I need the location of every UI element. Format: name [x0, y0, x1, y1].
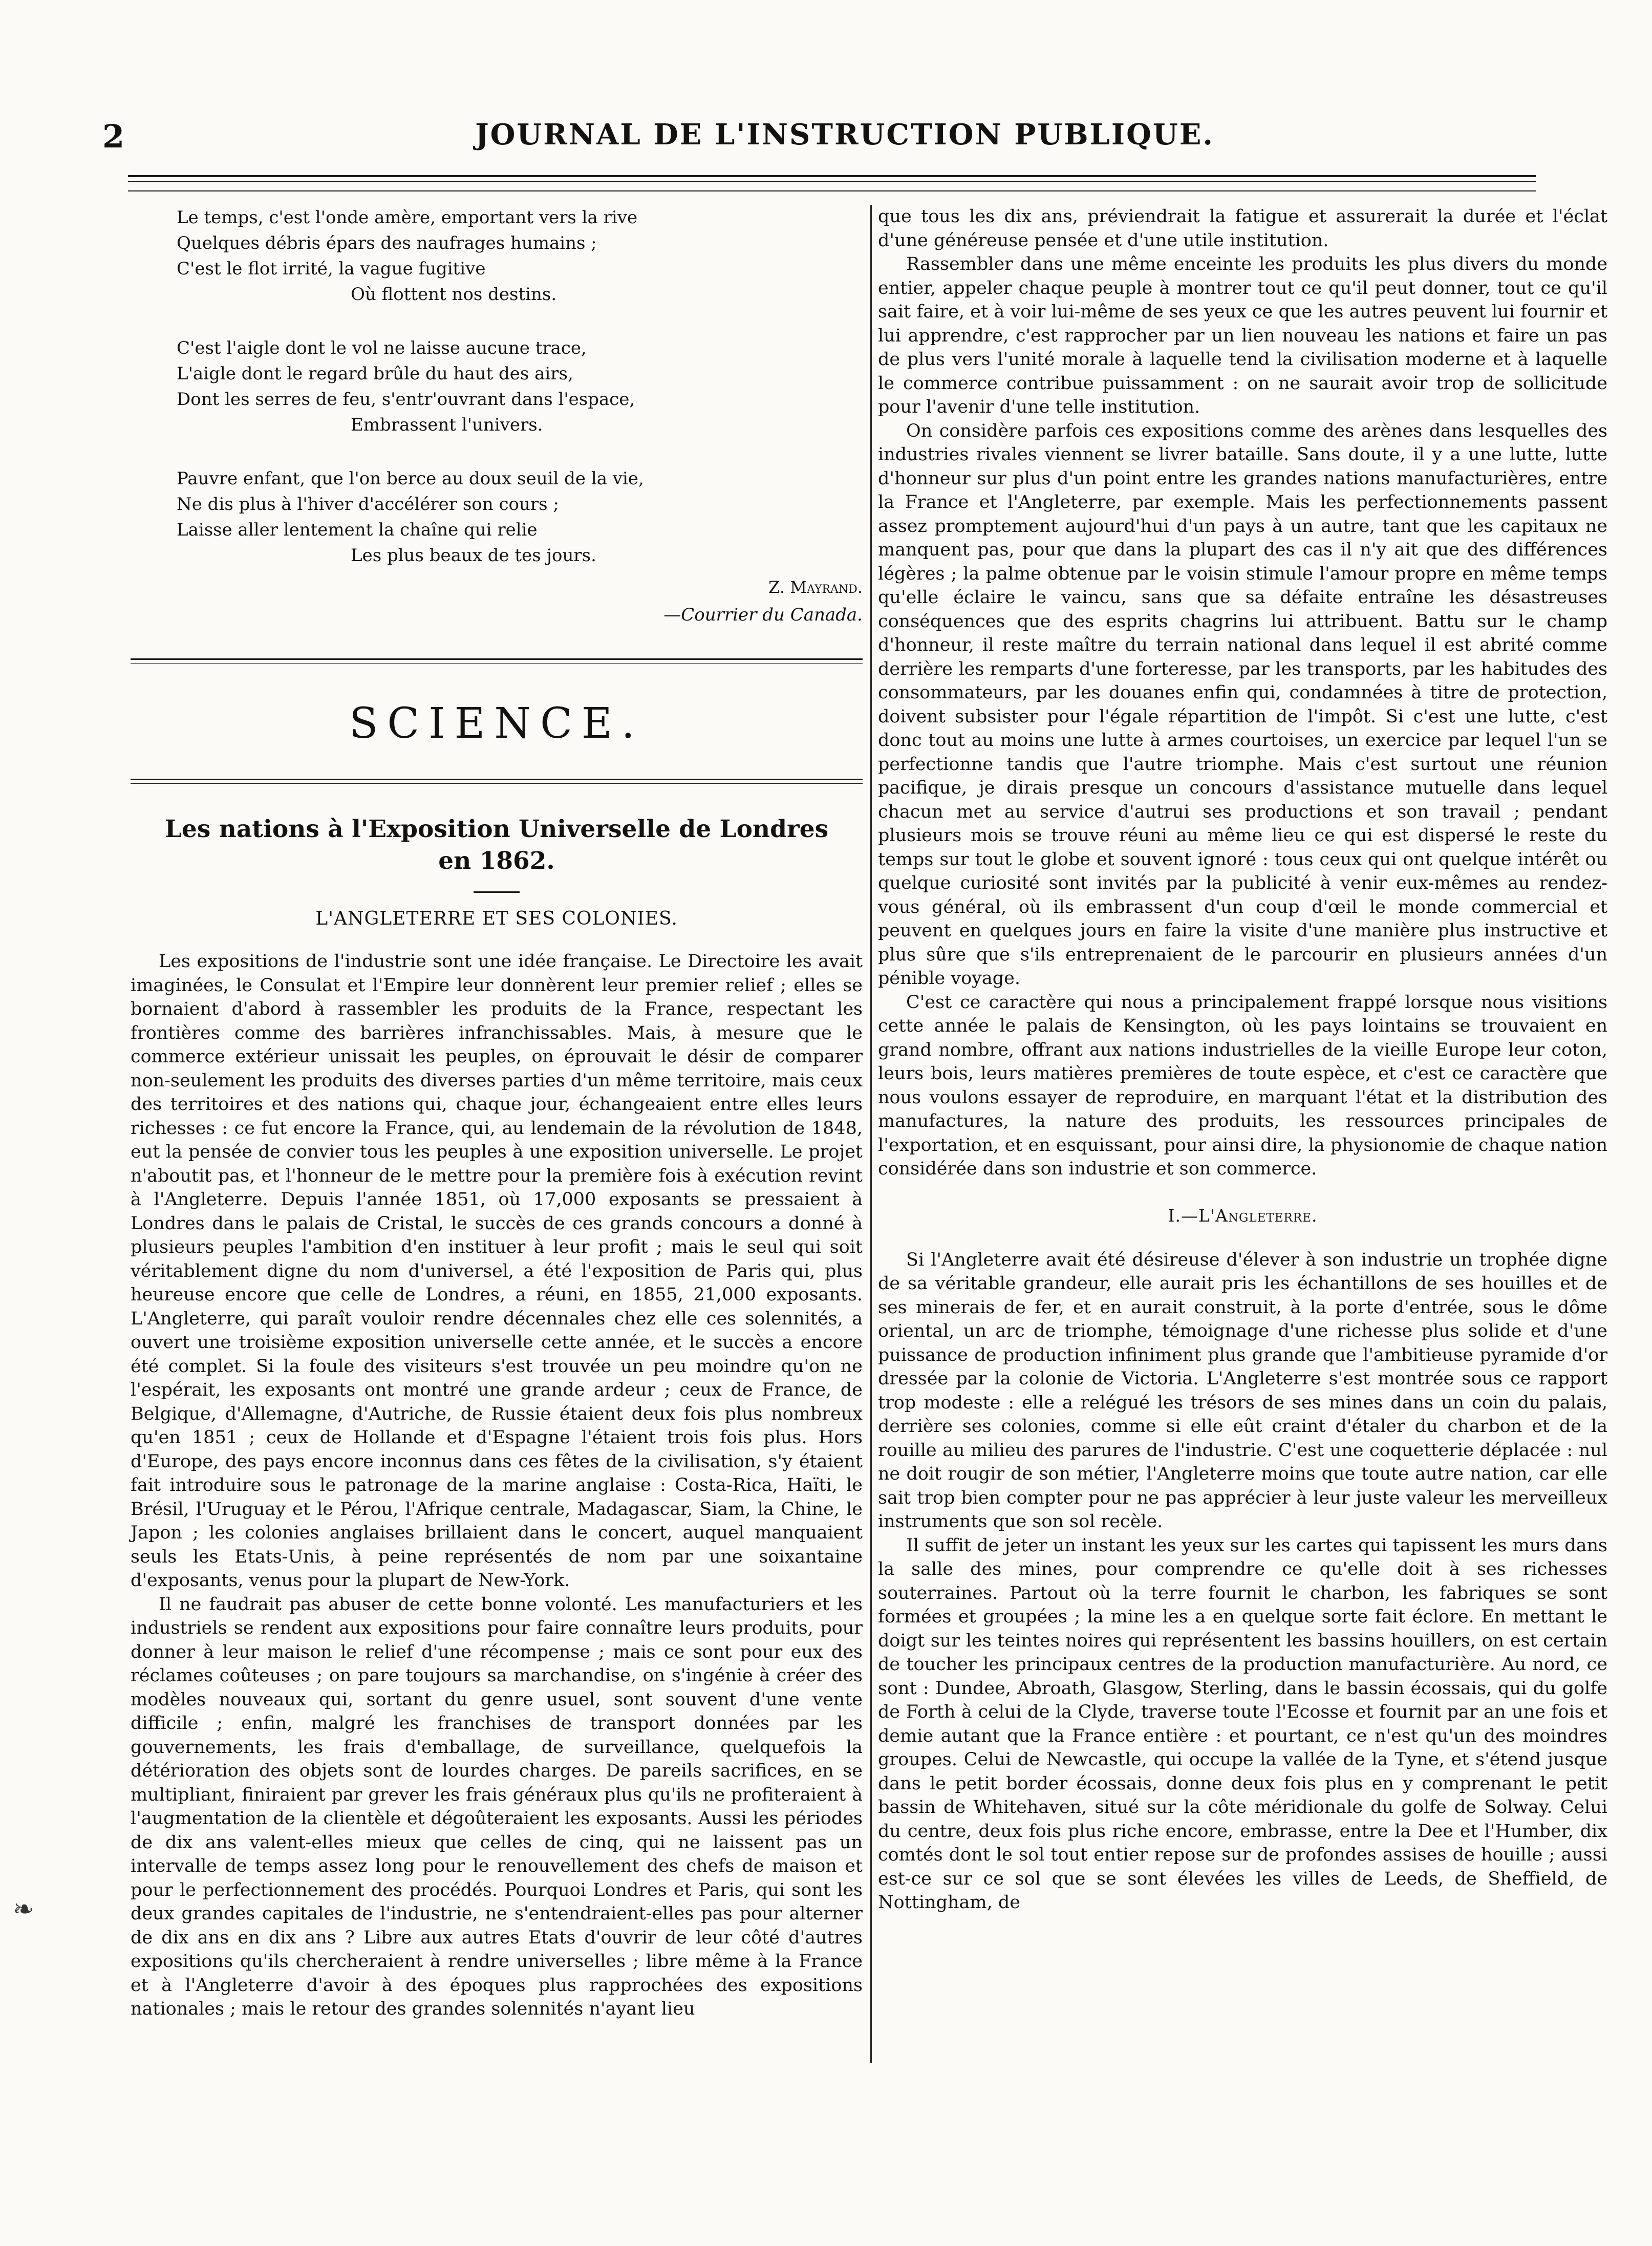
header-rule: [128, 175, 1536, 177]
left-column: [131, 205, 863, 2021]
article-subtitle: L'ANGLETERRE ET SES COLONIES.: [315, 908, 678, 929]
poem-line: Embrassent l'univers.: [351, 415, 543, 435]
margin-mark: ❧: [13, 1894, 34, 1924]
poem-line: Pauvre enfant, que l'on berce au doux seuil de la vie,: [177, 468, 644, 489]
poem-stanza: [177, 466, 863, 568]
right-column: [878, 205, 1607, 1915]
paragraph: On considère parfois ces expositions comme des arènes dans lesquelles des industries rivales viennent se livrer bataille. Sans doute, il y a une lutte, lutte d'honneur sur plus d'un point entre les grandes nations manufacturières, entre la France et l'Angleterre, par exemple. Mais les perfectionnements passent assez promptement aujourd'hui d'un pays à un autre, tant que les capitaux ne manquent pas, pour que dans la plupart des cas il n'y ait que des différences légères ; la palme obtenue par le voisin stimule l'amour propre en même temps qu'elle éclaire le vaincu, sans que sa défaite entraîne les désastreuses conséquences que des esprits chagrins lui attribuent. Battu sur le champ d'honneur, il reste maître du terrain national dans lequel il est abrité comme derrière les remparts d'une forteresse, par les transports, par les habitudes des consommateurs, par les douanes enfin qui, condamnées à titre de protection, doivent subsister pour l'égale répartition de l'impôt. Si c'est une lutte, c'est donc tout au moins une lutte à armes courtoises, un exercice par lequel l'un se perfectionne tandis que l'autre triomphe. Mais c'est surtout une réunion pacifique, je dirais presque un concours d'assistance mutuelle dans lequel chacun met au service d'autrui ses productions et son travail ; pendant plusieurs mois se trouve réuni au même lieu ce qui est dispersé le reste du temps sur tout le globe et souvent ignoré : tous ceux qui ont quelque intérêt ou quelque curiosité sont invités par la publicité à venir eux-mêmes au rendez-vous général, où ils embrassent d'un coup d'œil le monde commercial et peuvent en quelques jours en faire la visite d'une manière plus instructive et plus sûre que s'ils entreprenaient de le parcourir en plusieurs années d'un pénible voyage.: [878, 420, 1607, 989]
poem-stanza: [177, 205, 863, 307]
poem-line: Le temps, c'est l'onde amère, emportant vers la rive: [177, 207, 638, 228]
poem-author: Z. Mayrand.: [768, 577, 863, 597]
poem-line: Laisse aller lentement la chaîne qui relie: [177, 520, 538, 540]
running-title: JOURNAL DE L'INSTRUCTION PUBLIQUE.: [475, 118, 1214, 152]
poem-line: Les plus beaux de tes jours.: [351, 545, 596, 566]
column-divider: [870, 205, 872, 2063]
paragraph: Si l'Angleterre avait été désireuse d'élever à son industrie un trophée digne de sa véritable grandeur, elle aurait pris les échantillons de ses houilles et de ses minerais de fer, et en aurait construit, à la porte d'entrée, sous le dôme oriental, un arc de triomphe, témoignage d'une richesse plus solide et d'une puissance de production infiniment plus grande que l'ambitieuse pyramide d'or dressée par la colonie de Victoria. L'Angleterre s'est montrée sous ce rapport trop modeste : elle a relégué les trésors de ses mines dans un coin du palais, derrière ses colonies, comme si elle eût craint d'étaler du charbon et de la rouille au milieu des parures de l'industrie. C'est une coquetterie déplacée : nul ne doit rougir de son métier, l'Angleterre moins que toute autre nation, car elle sait trop bien compter pour ne pas apprécier à leur juste valeur les merveilleux instruments que son sol recèle.: [878, 1249, 1607, 1532]
subsection-heading: [878, 1206, 1607, 1226]
section-rule: [131, 658, 863, 660]
poem-line: Où flottent nos destins.: [351, 284, 557, 305]
poem-source: —Courrier du Canada.: [663, 605, 863, 625]
poem-line: C'est l'aigle dont le vol ne laisse aucune trace,: [177, 338, 587, 358]
subsection-number: I.—: [1168, 1205, 1199, 1226]
paragraph: Les expositions de l'industrie sont une idée française. Le Directoire les avait imaginées, le Consulat et l'Empire leur donnèrent leur premier relief ; elles se bornaient d'abord à rassembler les produits de la France, respectant les frontières comme des barrières infranchissables. Mais, à mesure que le commerce extérieur unissait les peuples, on éprouvait le désir de comparer non-seulement les produits des diverses parties d'un même territoire, mais ceux des territoires et des nations qui, chaque jour, échangeaient entre elles leurs richesses : ce fut encore la France, qui, au lendemain de la révolution de 1848, eut la pensée de convier tous les peuples à une exposition universelle. Le projet n'aboutit pas, et l'honneur de le mettre pour la première fois à exécution revint à l'Angleterre. Depuis l'année 1851, où 17,000 exposants se pressaient à Londres dans le palais de Cristal, le succès de ces grands concours a donné à plusieurs peuples l'ambition d'en instituer à leur profit ; mais le seul qui soit véritablement digne du nom d'universel, a été l'exposition de Paris qui, plus heureuse encore que celle de Londres, a réuni, en 1855, 21,000 exposants. L'Angleterre, qui paraît vouloir rendre décennales chez elle ces solennités, a ouvert une troisième exposition universelle cette année, et le succès a encore été complet. Si la foule des visiteurs s'est trouvée un peu moindre qu'on ne l'espérait, les exposants ont montré une grande ardeur ; ceux de France, de Belgique, d'Allemagne, d'Autriche, de Russie étaient deux fois plus nombreux qu'en 1851 ; ceux de Hollande et d'Espagne l'étaient trois fois plus. Hors d'Europe, des pays encore inconnus dans ces fêtes de la civilisation, s'y étaient fait introduire sous le patronage de la marine anglaise : Costa-Rica, Haïti, le Brésil, l'Uruguay et le Pérou, l'Afrique centrale, Madagascar, Siam, la Chine, le Japon ; les colonies anglaises brillaient dans le concert, auquel manquaient seuls les Etats-Unis, à peine représentés de nom par une soixantaine d'exposants, venus pour la plupart de New-York.: [131, 951, 863, 1591]
article-body-right: [878, 205, 1607, 1181]
section-title: SCIENCE.: [349, 699, 644, 748]
poem-line: Quelques débris épars des naufrages humains ;: [177, 233, 597, 253]
paragraph: C'est ce caractère qui nous a principalement frappé lorsque nous visitions cette année le palais de Kensington, où les pays lointains se trouvaient en grand nombre, offrant aux nations industrielles de la vieille Europe leur coton, leurs bois, leurs matières premières de toute espèce, et c'est ce caractère que nous voulons essayer de reproduire, en marquant l'état et la distribution des manufactures, la nature des produits, les ressources principales de l'exportation, et en esquissant, pour ainsi dire, la physionomie de chaque nation considérée dans son industrie et son commerce.: [878, 992, 1607, 1179]
poem-stanza: [177, 335, 863, 438]
poem: [131, 205, 863, 568]
header-rule-thin: [128, 190, 1536, 191]
paragraph: Il ne faudrait pas abuser de cette bonne volonté. Les manufacturiers et les industriels se rendent aux expositions pour faire connaître leurs produits, pour donner à leur maison le relief d'une récompense ; mais ce sont pour eux des réclames coûteuses ; on pare toujours sa marchandise, on s'ingénie à créer des modèles nouveaux qui, sortant du genre usuel, sont souvent d'une vente difficile ; enfin, malgré les franchises de transport données par les gouvernements, les frais d'emballage, de surveillance, quelquefois la détérioration des objets sont de lourdes charges. De pareils sacrifices, en se multipliant, finiraient par grever les frais généraux plus qu'ils ne profiteraient à l'augmentation de la clientèle et dégoûteraient les exposants. Aussi les périodes de dix ans valent-elles mieux que celles de cinq, qui ne laissent pas un intervalle de temps assez long pour le renouvellement des chefs de maison et pour le perfectionnement des procédés. Pourquoi Londres et Paris, qui sont les deux grandes capitales de l'industrie, ne s'entendraient-elles pas pour alterner de dix ans en dix ans ? Libre aux autres Etats d'ouvrir de leur côté d'autres expositions qu'ils chercheraient à rendre universelles ; libre même à la France et à l'Angleterre d'avoir à des époques plus rapprochées des expositions nationales ; mais le retour des grandes solennités n'ayant lieu: [131, 1594, 863, 2019]
article-title: Les nations à l'Exposition Universelle de Londres en 1862.: [164, 815, 829, 875]
section-rule: [131, 779, 863, 780]
poem-line: L'aigle dont le regard brûle du haut des airs,: [177, 363, 573, 384]
poem-line: Dont les serres de feu, s'entr'ouvrant dans l'espace,: [177, 389, 635, 410]
poem-line: Ne dis plus à l'hiver d'accélérer son cours ;: [177, 494, 559, 515]
section-rule-thin: [131, 783, 863, 784]
paragraph: que tous les dix ans, préviendrait la fatigue et assurerait la durée et l'éclat d'une généreuse pensée et d'une utile institution.: [878, 206, 1607, 251]
poem-line: C'est le flot irrité, la vague fugitive: [177, 259, 486, 279]
title-rule: [474, 891, 520, 893]
paragraph: Rassembler dans une même enceinte les produits les plus divers du monde entier, appeler chaque peuple à montrer tout ce qu'il peut donner, tout ce qu'il sait faire, et à voir lui-même de ses yeux ce que les autres peuvent lui fournir et lui apprendre, c'est rapprocher par un lien nouveau les nations et faire un pas de plus vers l'unité morale à laquelle tend la civilisation moderne et à laquelle le commerce contribue puissamment : on ne saurait avoir trop de sollicitude pour l'avenir d'une telle institution.: [878, 254, 1607, 417]
article-body-left: [131, 950, 863, 2021]
paragraph: Il suffit de jeter un instant les yeux sur les cartes qui tapissent les murs dans la salle des mines, pour comprendre ce qu'elle doit à ses richesses souterraines. Partout où la terre fournit le charbon, les fabriques se sont formées et groupées ; la mine les a en quelque sorte fait éclore. En mettant le doigt sur les teintes noires qui représentent les bassins houillers, on est certain de toucher les principaux centres de la production manufacturière. Au nord, ce sont : Dundee, Abroath, Glasgow, Sterling, dans le bassin écossais, qui du golfe de Forth à celui de la Clyde, traverse toute l'Ecosse et fournit par an une fois et demie autant que la France entière : et pourtant, ce n'est qu'un des moindres groupes. Celui de Newcastle, qui occupe la vallée de la Tyne, et s'étend jusque dans le petit border écossais, donne deux fois plus en y comprenant le petit bassin de Whitehaven, situé sur la côte méridionale du golfe de Solway. Celui du centre, deux fois plus riche encore, embrasse, entre la Dee et l'Humber, dix comtés dont le sol tout entier repose sur de profondes assises de houille ; aussi est-ce sur ce sol que se sont élevées les villes de Leeds, de Sheffield, de Nottingham, de: [878, 1535, 1607, 1913]
header-rule-thin: [128, 181, 1536, 182]
page-header: [77, 118, 1551, 159]
subsection-body: [878, 1248, 1607, 1915]
section-rule-thin: [131, 663, 863, 664]
page-number: 2: [102, 118, 125, 155]
subsection-title: L'Angleterre.: [1198, 1205, 1318, 1226]
